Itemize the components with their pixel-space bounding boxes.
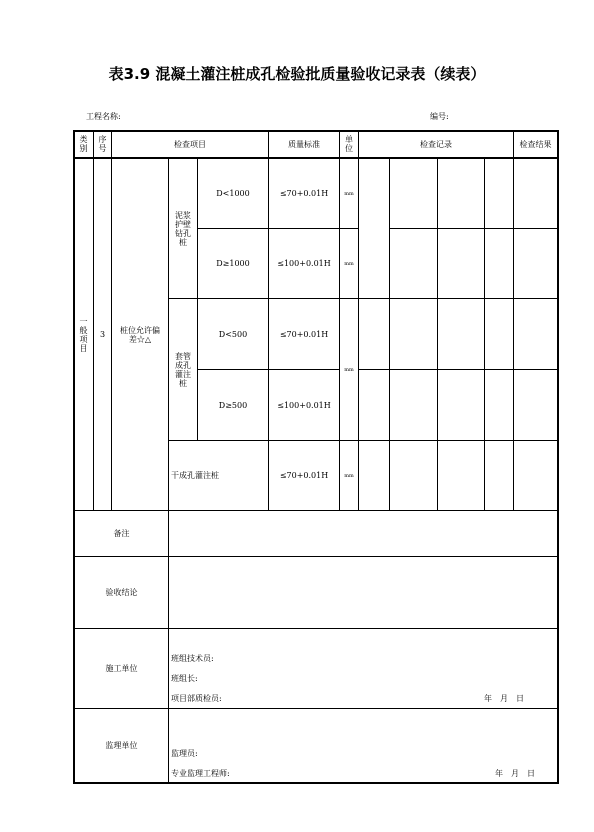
header-quality-standard: 质量标准: [288, 139, 320, 149]
conclusion-field[interactable]: [169, 557, 557, 628]
tech-staff-label: 班组技术员:: [171, 654, 214, 663]
header-seq: 序 号: [98, 135, 107, 153]
seq-number: 3: [99, 330, 106, 339]
remarks-label: 备注: [113, 529, 130, 538]
document-number-label: 编号:: [430, 112, 449, 121]
unit-cell: mm: [344, 472, 354, 479]
condition-cell: D≥500: [218, 400, 248, 410]
project-name-label: 工程名称:: [86, 112, 121, 121]
unit-cell-merged: mm: [344, 366, 354, 373]
unit-cell: mm: [344, 260, 354, 267]
condition-cell: D<1000: [216, 189, 250, 198]
team-leader-label: 班组长:: [171, 674, 198, 683]
supervising-engineer-label: 专业监理工程师:: [171, 769, 230, 778]
header-check-record: 检查记录: [420, 139, 452, 149]
construction-unit-label: 施工单位: [105, 664, 138, 673]
standard-cell: ≤100+0.01H: [277, 259, 331, 268]
header-unit: 单 位: [345, 135, 353, 153]
category-general-items: 一 般 项 目: [79, 316, 88, 353]
standard-cell: ≤100+0.01H: [277, 400, 331, 410]
header-category: 类 别: [79, 135, 88, 153]
remarks-field[interactable]: [169, 511, 557, 556]
standard-cell: ≤70+0.01H: [279, 189, 329, 198]
page-title: 表3.9 混凝土灌注桩成孔检验批质量验收记录表（续表）: [108, 65, 486, 83]
inspection-record-area[interactable]: [359, 159, 557, 510]
condition-cell: D≥1000: [216, 259, 250, 268]
group-casing-cast-pile: 套管 成孔 灌注 桩: [175, 351, 191, 388]
item-pile-deviation: 桩位允许偏 差☆△: [120, 325, 160, 344]
header-check-result: 检查结果: [519, 139, 552, 149]
unit-cell: mm: [344, 190, 354, 197]
supervision-unit-label: 监理单位: [105, 741, 138, 750]
conclusion-label: 验收结论: [105, 588, 138, 597]
condition-cell: 干成孔灌注桩: [171, 471, 219, 480]
supervisor-label: 监理员:: [171, 749, 198, 758]
condition-cell: D<500: [218, 329, 248, 339]
construction-date: 年 月 日: [484, 694, 524, 703]
group-mud-wall-bored-pile: 泥浆 护壁 钻孔 桩: [175, 210, 191, 247]
standard-cell: ≤70+0.01H: [279, 329, 329, 339]
header-check-item: 检查项目: [174, 139, 206, 149]
standard-cell: ≤70+0.01H: [279, 471, 329, 480]
supervision-date: 年 月 日: [495, 769, 535, 778]
quality-inspector-label: 项目部质检员:: [171, 694, 222, 703]
